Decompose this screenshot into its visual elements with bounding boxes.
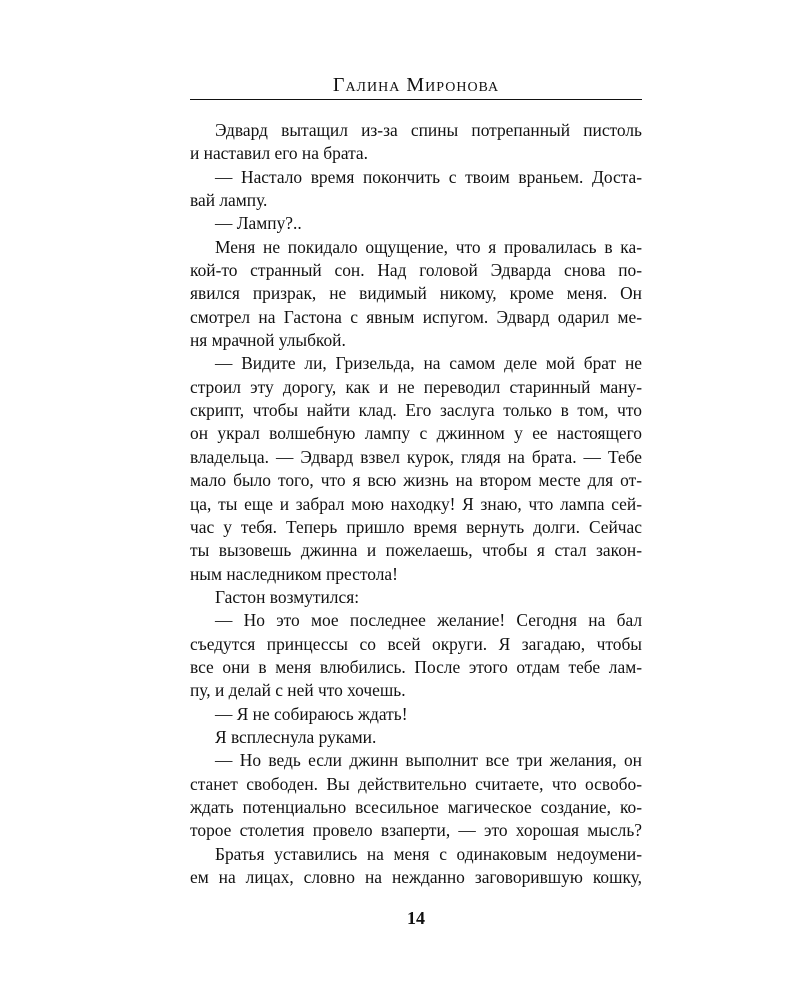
text-line: час у тебя. Теперь пришло время вернуть долги. Сейчас bbox=[190, 516, 642, 537]
text-line: кой-то странный сон. Над головой Эдварда снова по- bbox=[190, 260, 642, 281]
text-line: смотрел на Гастона с явным испугом. Эдвард одарил ме- bbox=[190, 306, 642, 327]
text-line: станет свободен. Вы действительно считаете, что освобо- bbox=[190, 773, 642, 794]
text-line: ня мрачной улыбкой. bbox=[190, 330, 346, 351]
text-line: строил эту дорогу, как и не переводил старинный ману- bbox=[190, 376, 642, 397]
text-line: Эдвард вытащил из-за спины потрепанный пистоль bbox=[215, 120, 642, 140]
text-line: — Я не собираюсь ждать! bbox=[215, 703, 408, 724]
text-line: ным наследником престола! bbox=[190, 563, 398, 584]
text-line: торое столетия провело взаперти, — это хорошая мысль? bbox=[190, 820, 642, 841]
text-line: ца, ты еще и забрал мою находку! Я знаю, что лампа сей- bbox=[190, 493, 642, 514]
text-line: явился призрак, не видимый никому, кроме меня. Он bbox=[190, 283, 642, 304]
text-line: он украл волшебную лампу с джинном у ее настоящего bbox=[190, 423, 642, 444]
page-number: 14 bbox=[407, 908, 425, 928]
text-line: пу, и делай с ней что хочешь. bbox=[190, 680, 406, 701]
body-text bbox=[190, 119, 642, 889]
text-line: Я всплеснула руками. bbox=[215, 726, 377, 747]
text-line: все они в меня влюбились. После этого отдам тебе лам- bbox=[190, 656, 642, 677]
text-line: Братья уставились на меня с одинаковым недоумени- bbox=[215, 843, 642, 864]
text-line: мало было того, что я всю жизнь на втором месте для от- bbox=[190, 470, 642, 491]
header-rule bbox=[190, 99, 642, 100]
text-line: и наставил его на брата. bbox=[190, 143, 368, 164]
text-line: — Видите ли, Гризельда, на самом деле мой брат не bbox=[215, 353, 642, 374]
text-line: вай лампу. bbox=[190, 190, 268, 211]
text-line: — Настало время покончить с твоим враньем. Доста- bbox=[215, 166, 642, 187]
text-line: — Но это мое последнее желание! Сегодня на бал bbox=[215, 610, 642, 631]
text-line: — Лампу?.. bbox=[215, 213, 302, 234]
text-line: съедутся принцессы со всей округи. Я загадаю, чтобы bbox=[190, 633, 642, 654]
text-line: Гастон возмутился: bbox=[215, 586, 360, 607]
text-line: ты вызовешь джинна и пожелаешь, чтобы я стал закон- bbox=[190, 540, 642, 561]
text-line: владельца. — Эдвард взвел курок, глядя на брата. — Тебе bbox=[190, 446, 642, 467]
text-line: скрипт, чтобы найти клад. Его заслуга только в том, что bbox=[190, 400, 642, 421]
text-line: ждать потенциально всесильное магическое создание, ко- bbox=[190, 796, 642, 817]
text-line: Меня не покидало ощущение, что я провалилась в ка- bbox=[215, 236, 642, 257]
text-line: ем на лицах, словно на нежданно заговорившую кошку, bbox=[190, 867, 642, 887]
text-line: — Но ведь если джинн выполнит все три желания, он bbox=[215, 750, 642, 771]
running-header: Галина Миронова bbox=[332, 74, 500, 96]
